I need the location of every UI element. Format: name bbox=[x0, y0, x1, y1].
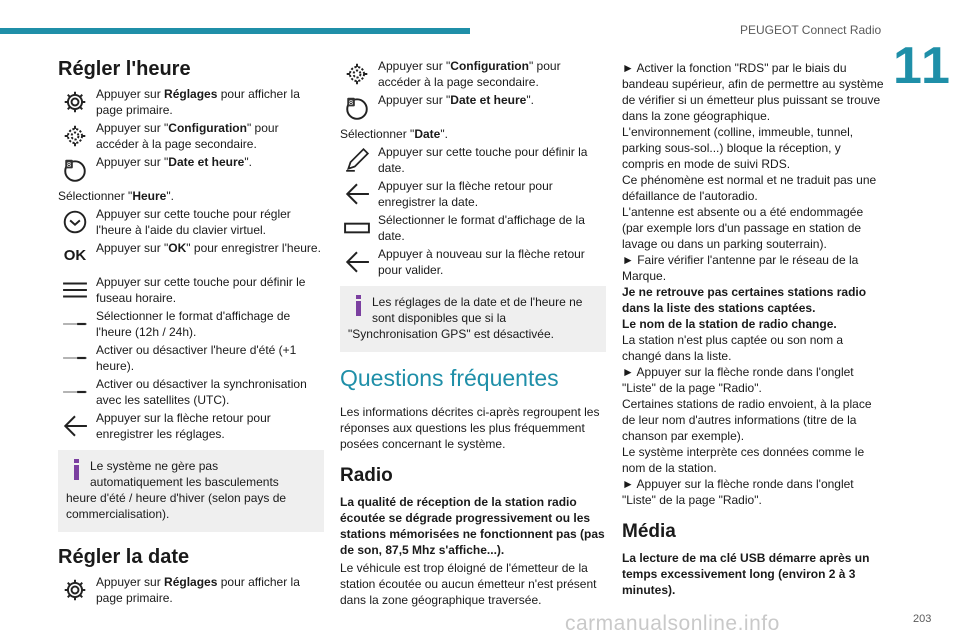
date-step-back bbox=[340, 178, 606, 210]
toggle-icon bbox=[58, 342, 92, 374]
time-step-format bbox=[58, 308, 324, 340]
ok-label: OK bbox=[63, 247, 87, 264]
answer-environment: L'environnement (colline, immeuble, tunnel, parking sous-sol...) bloque la réception, y compris en mode de suivi RDS. bbox=[622, 125, 854, 171]
answer-interprets: Le système interprète ces données comme le nom de la station. bbox=[622, 445, 865, 475]
date-step-settings bbox=[58, 574, 324, 606]
step-text: Appuyer sur "OK" pour enregistrer l'heure. bbox=[96, 241, 321, 255]
step-text: Appuyer sur cette touche pour définir la date. bbox=[378, 145, 588, 175]
media-heading: Média bbox=[622, 521, 676, 542]
step-text: Appuyer sur "Date et heure". bbox=[378, 93, 534, 107]
info-text-rest: heure d'été / heure d'hiver (selon pays de commercialisation). bbox=[66, 491, 287, 521]
select-heure: Sélectionner "Heure". bbox=[58, 189, 174, 203]
answer-other-info: Certaines stations de radio envoient, à la place de leur nom d'autres informations (titre de la chanson par exemple). bbox=[622, 397, 872, 443]
step-text: Appuyer sur cette touche pour régler l'heure à l'aide du clavier virtuel. bbox=[96, 207, 291, 237]
question-name-change: Le nom de la station de radio change. bbox=[622, 317, 837, 331]
faq-heading: Questions fréquentes bbox=[340, 365, 559, 391]
step-text: Activer ou désactiver l'heure d'été (+1 heure). bbox=[96, 343, 297, 373]
format-icon bbox=[340, 212, 374, 244]
answer-round-arrow-1: ► Appuyer sur la flèche ronde dans l'onglet "Liste" de la page "Radio". bbox=[622, 365, 854, 395]
step-text: Activer ou désactiver la synchronisation avec les satellites (UTC). bbox=[96, 377, 307, 407]
info-icon bbox=[72, 459, 80, 479]
column-1 bbox=[58, 50, 324, 608]
header-title: PEUGEOT Connect Radio bbox=[740, 23, 882, 37]
step-text: Appuyer sur la flèche retour pour enregistrer la date. bbox=[378, 179, 553, 209]
question-missing-stations: Je ne retrouve pas certaines stations radio dans la liste des stations captées. bbox=[622, 285, 867, 315]
toggle-icon bbox=[58, 308, 92, 340]
info-text-first: Les réglages de la date et de l'heure ne sont disponibles que si la bbox=[372, 295, 583, 325]
time-step-ok bbox=[58, 240, 324, 272]
info-text-rest: "Synchronisation GPS" est désactivée. bbox=[348, 327, 554, 341]
time-step-settings bbox=[58, 86, 324, 118]
step-text: Appuyer sur "Configuration" pour accéder à la page secondaire. bbox=[378, 59, 561, 89]
date-step-define bbox=[340, 144, 606, 176]
page-number: 203 bbox=[913, 613, 932, 625]
gear-dotted-icon bbox=[58, 120, 92, 152]
time-step-back bbox=[58, 410, 324, 442]
answer-reception: Le véhicule est trop éloigné de l'émetteur de la station écoutée ou aucun émetteur n'est présent dans la zone géographique traversée. bbox=[340, 561, 597, 607]
step-text: Sélectionner le format d'affichage de la date. bbox=[378, 213, 585, 243]
time-step-utc bbox=[58, 376, 324, 408]
question-usb: La lecture de ma clé USB démarre après un temps excessivement long (environ 2 à 3 minutes). bbox=[622, 551, 870, 597]
answer-name-changed: La station n'est plus captée ou son nom a changé dans la liste. bbox=[622, 333, 844, 363]
time-heading: Régler l'heure bbox=[58, 58, 191, 80]
back-arrow-icon bbox=[340, 178, 374, 210]
info-icon bbox=[354, 295, 362, 315]
date-step-validate bbox=[340, 246, 606, 278]
answer-check-antenna: ► Faire vérifier l'antenne par le réseau de la Marque. bbox=[622, 253, 859, 283]
date-step-configuration bbox=[340, 58, 606, 90]
toggle-icon bbox=[58, 376, 92, 408]
answer-round-arrow-2: ► Appuyer sur la flèche ronde dans l'onglet "Liste" de la page "Radio". bbox=[622, 477, 854, 507]
step-text: Sélectionner le format d'affichage de l'heure (12h / 24h). bbox=[96, 309, 291, 339]
time-step-keyboard bbox=[58, 206, 324, 238]
back-arrow-icon bbox=[58, 410, 92, 442]
chevron-down-icon bbox=[58, 206, 92, 238]
ok-icon bbox=[58, 240, 92, 272]
step-text: Appuyer sur Réglages pour afficher la page primaire. bbox=[96, 87, 300, 117]
date-step-date-time bbox=[340, 92, 606, 124]
header-accent-bar bbox=[0, 28, 470, 34]
pencil-icon bbox=[340, 144, 374, 176]
step-text: Appuyer sur "Date et heure". bbox=[96, 155, 252, 169]
chapter-number: 11 bbox=[893, 37, 952, 95]
date-step-format bbox=[340, 212, 606, 244]
menu-icon bbox=[58, 274, 92, 306]
svg-text:8: 8 bbox=[348, 97, 354, 107]
time-step-configuration bbox=[58, 120, 324, 152]
svg-text:8: 8 bbox=[66, 159, 72, 169]
info-text-first: Le système ne gère pas automatiquement les basculements bbox=[90, 459, 279, 489]
gear-dotted-icon bbox=[340, 58, 374, 90]
column-3 bbox=[622, 60, 884, 600]
question-reception: La qualité de réception de la station radio écoutée se dégrade progressivement ou les stations mémorisées ne fonctionnent pas (pas de son, 87,5 Mhz s'affiche...). bbox=[340, 495, 605, 557]
gear-icon bbox=[58, 86, 92, 118]
answer-rds: ► Activer la fonction "RDS" par le biais du bandeau supérieur, afin de permettre au système de vérifier si un émetteur plus puissant se trouve dans la zone géographique. bbox=[622, 61, 884, 123]
column-2 bbox=[340, 58, 606, 610]
watermark: carmanualsonline.info bbox=[565, 612, 780, 635]
date-heading: Régler la date bbox=[58, 546, 190, 568]
time-step-dst bbox=[58, 342, 324, 374]
gear-icon bbox=[58, 574, 92, 606]
step-text: Appuyer sur la flèche retour pour enregistrer les réglages. bbox=[96, 411, 271, 441]
faq-intro: Les informations décrites ci-après regroupent les réponses aux questions les plus fréquemment posées concernant le système. bbox=[340, 405, 600, 451]
clock-8-icon bbox=[340, 92, 374, 124]
select-date: Sélectionner "Date". bbox=[340, 127, 448, 141]
time-step-date-time bbox=[58, 154, 324, 186]
clock-8-icon bbox=[58, 154, 92, 186]
answer-normal: Ce phénomène est normal et ne traduit pas une défaillance de l'autoradio. bbox=[622, 173, 877, 203]
back-arrow-icon bbox=[340, 246, 374, 278]
step-text: Appuyer sur "Configuration" pour accéder à la page secondaire. bbox=[96, 121, 279, 151]
step-text: Appuyer à nouveau sur la flèche retour pour valider. bbox=[378, 247, 585, 277]
answer-antenna: L'antenne est absente ou a été endommagée (par exemple lors d'un passage en station de lavage ou dans un parking souterrain). bbox=[622, 205, 864, 251]
time-step-timezone bbox=[58, 274, 324, 306]
radio-heading: Radio bbox=[340, 465, 393, 486]
info-box-dst bbox=[58, 450, 324, 532]
step-text: Appuyer sur cette touche pour définir le fuseau horaire. bbox=[96, 275, 306, 305]
info-box-gps bbox=[340, 286, 606, 352]
step-text: Appuyer sur Réglages pour afficher la page primaire. bbox=[96, 575, 300, 605]
